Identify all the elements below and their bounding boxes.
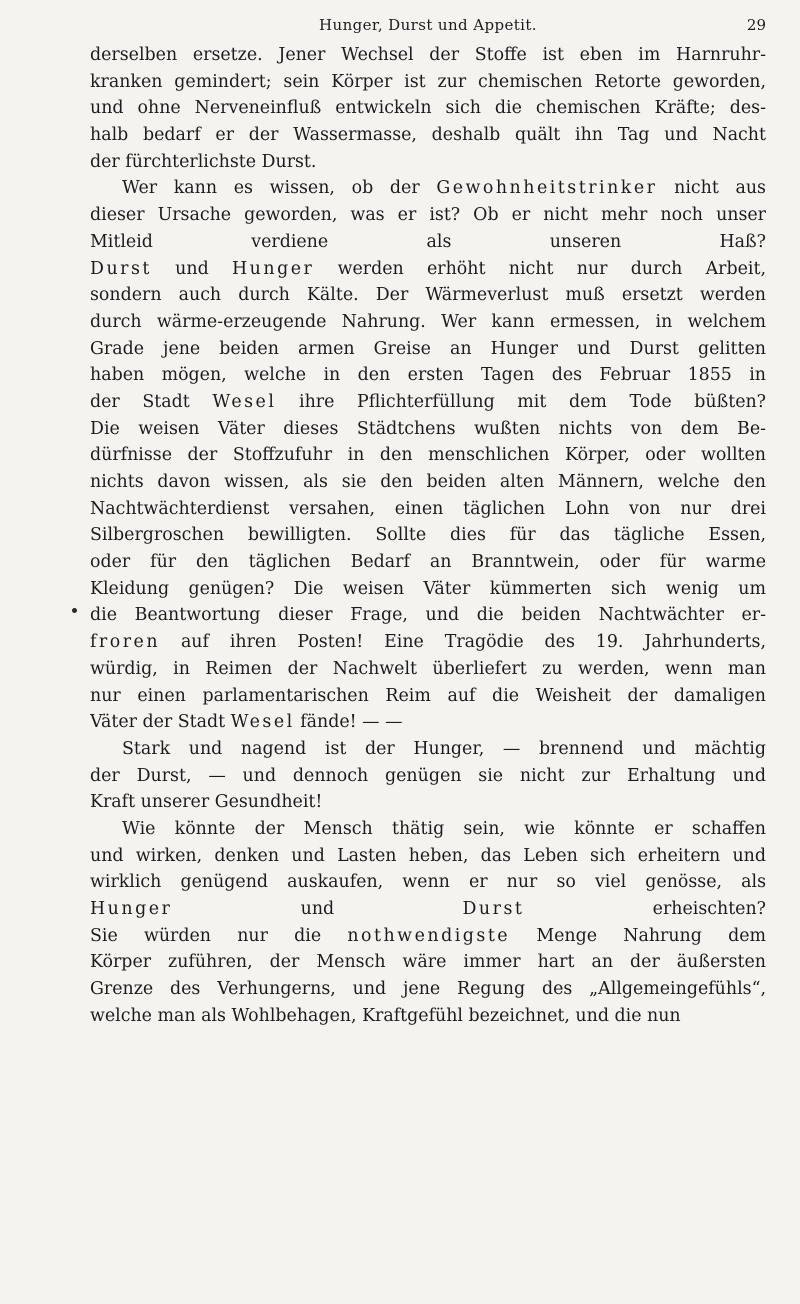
text-run: ihre Pflichterfüllung mit dem Tode büßten?	[276, 391, 766, 412]
text-run: werden erhöht nicht nur durch Arbeit,	[314, 258, 766, 279]
text-line: Kleidung genügen? Die weisen Väter kümmerten sich wenig um	[90, 578, 766, 599]
text-line	[90, 175, 766, 202]
text-run: und	[151, 258, 232, 279]
text-line: Nachtwächterdienst versahen, einen täglichen Lohn von nur drei	[90, 498, 766, 519]
text-line: nichts davon wissen, als sie den beiden alten Männern, welche den	[90, 472, 766, 492]
text-line: Die weisen Väter dieses Städtchens wußten nichts von dem Be-	[90, 418, 766, 439]
text-line: Grenze des Verhungerns, und jene Regung des „Allgemeingefühls“,	[90, 979, 766, 1000]
text-line: haben mögen, welche in den ersten Tagen des Februar 1855 in	[90, 365, 766, 386]
spaced-emphasis: Hunger	[90, 899, 173, 919]
text-line: Silbergroschen bewilligten. Sollte dies für das tägliche Essen,	[90, 525, 766, 546]
text-line: der Durst, — und dennoch genügen sie nicht zur Erhaltung und	[90, 765, 766, 786]
text-run: fände! — —	[294, 712, 403, 733]
text-line: Mitleid verdiene als unseren Haß?	[90, 231, 766, 252]
text-run: Sie würden nur die	[90, 925, 348, 946]
spaced-emphasis: froren	[90, 632, 161, 653]
text-line: durch wärme-erzeugende Nahrung. Wer kann ermessen, in welchem	[90, 311, 766, 332]
text-line: Grade jene beiden armen Greise an Hunger und Durst gelitten	[90, 338, 766, 359]
text-line: dieser Ursache geworden, was er ist? Ob er nicht mehr noch unser	[90, 205, 766, 226]
text-line: sondern auch durch Kälte. Der Wärmeverlust muß ersetzt werden	[90, 285, 766, 306]
text-line: halb bedarf er der Wassermasse, deshalb quält ihn Tag und Nacht	[90, 125, 766, 146]
text-line: Körper zuführen, der Mensch wäre immer hart an der äußersten	[90, 952, 766, 973]
paragraph	[90, 816, 766, 1030]
text-line	[90, 896, 766, 923]
margin-ink-mark	[72, 608, 77, 613]
text-line: oder für den täglichen Bedarf an Branntwein, oder für warme	[90, 552, 766, 573]
text-line	[90, 923, 766, 950]
text-line	[90, 389, 766, 416]
text-line: Wie könnte der Mensch thätig sein, wie könnte er schaffen	[122, 818, 766, 839]
text-line	[90, 709, 766, 736]
text-line: Stark und nagend ist der Hunger, — brennend und mächtig	[122, 738, 766, 759]
running-title: Hunger, Durst und Appetit.	[319, 16, 537, 34]
spaced-emphasis: Durst	[90, 258, 152, 279]
spaced-emphasis: Hunger	[232, 258, 315, 279]
running-head	[90, 16, 766, 40]
text-line: und ohne Nerveneinfluß entwickeln sich die chemischen Kräfte; des-	[90, 98, 766, 119]
text-run: Väter der Stadt	[90, 712, 231, 733]
text-run: Menge Nahrung dem	[510, 925, 766, 946]
text-line: nur einen parlamentarischen Reim auf die Weisheit der damaligen	[90, 685, 766, 706]
spaced-emphasis: nothwendigste	[347, 925, 511, 946]
paragraph	[90, 736, 766, 816]
text-run: erheischten?	[524, 899, 766, 919]
text-line: kranken gemindert; sein Körper ist zur chemischen Retorte geworden,	[90, 71, 766, 92]
text-line: würdig, in Reimen der Nachwelt überliefert zu werden, wenn man	[90, 658, 766, 679]
paragraph	[90, 42, 766, 175]
text-line: die Beantwortung dieser Frage, und die beiden Nachtwächter er-	[90, 605, 766, 626]
text-line: dürfnisse der Stoffzufuhr in den menschlichen Körper, oder wollten	[90, 445, 766, 466]
text-line	[90, 256, 766, 283]
body-text	[90, 42, 766, 1029]
text-line	[90, 629, 766, 656]
spaced-emphasis: Wesel	[212, 391, 277, 412]
page-number: 29	[746, 16, 766, 34]
spaced-emphasis: Gewohnheitstrinker	[436, 178, 658, 199]
text-line: wirklich genügend auskaufen, wenn er nur so viel genösse, als	[90, 872, 766, 893]
text-line: Kraft unserer Gesundheit!	[90, 792, 323, 813]
text-run: der Stadt	[90, 391, 213, 412]
paragraph	[90, 175, 766, 735]
spaced-emphasis: Durst	[462, 899, 525, 919]
text-run: nicht aus	[657, 178, 766, 199]
text-line: und wirken, denken und Lasten heben, das Leben sich erheitern und	[90, 845, 766, 866]
text-line: derselben ersetze. Jener Wechsel der Stoffe ist eben im Harnruhr-	[90, 45, 766, 65]
text-run: und	[172, 899, 463, 919]
text-run: Wer kann es wissen, ob der	[122, 178, 437, 199]
text-run: auf ihren Posten! Eine Tragödie des 19. Jahrhunderts,	[160, 632, 766, 653]
text-line: der fürchterlichste Durst.	[90, 151, 317, 172]
text-line: welche man als Wohlbehagen, Kraftgefühl bezeichnet, und die nun	[90, 1005, 681, 1026]
spaced-emphasis: Wesel	[230, 712, 295, 733]
